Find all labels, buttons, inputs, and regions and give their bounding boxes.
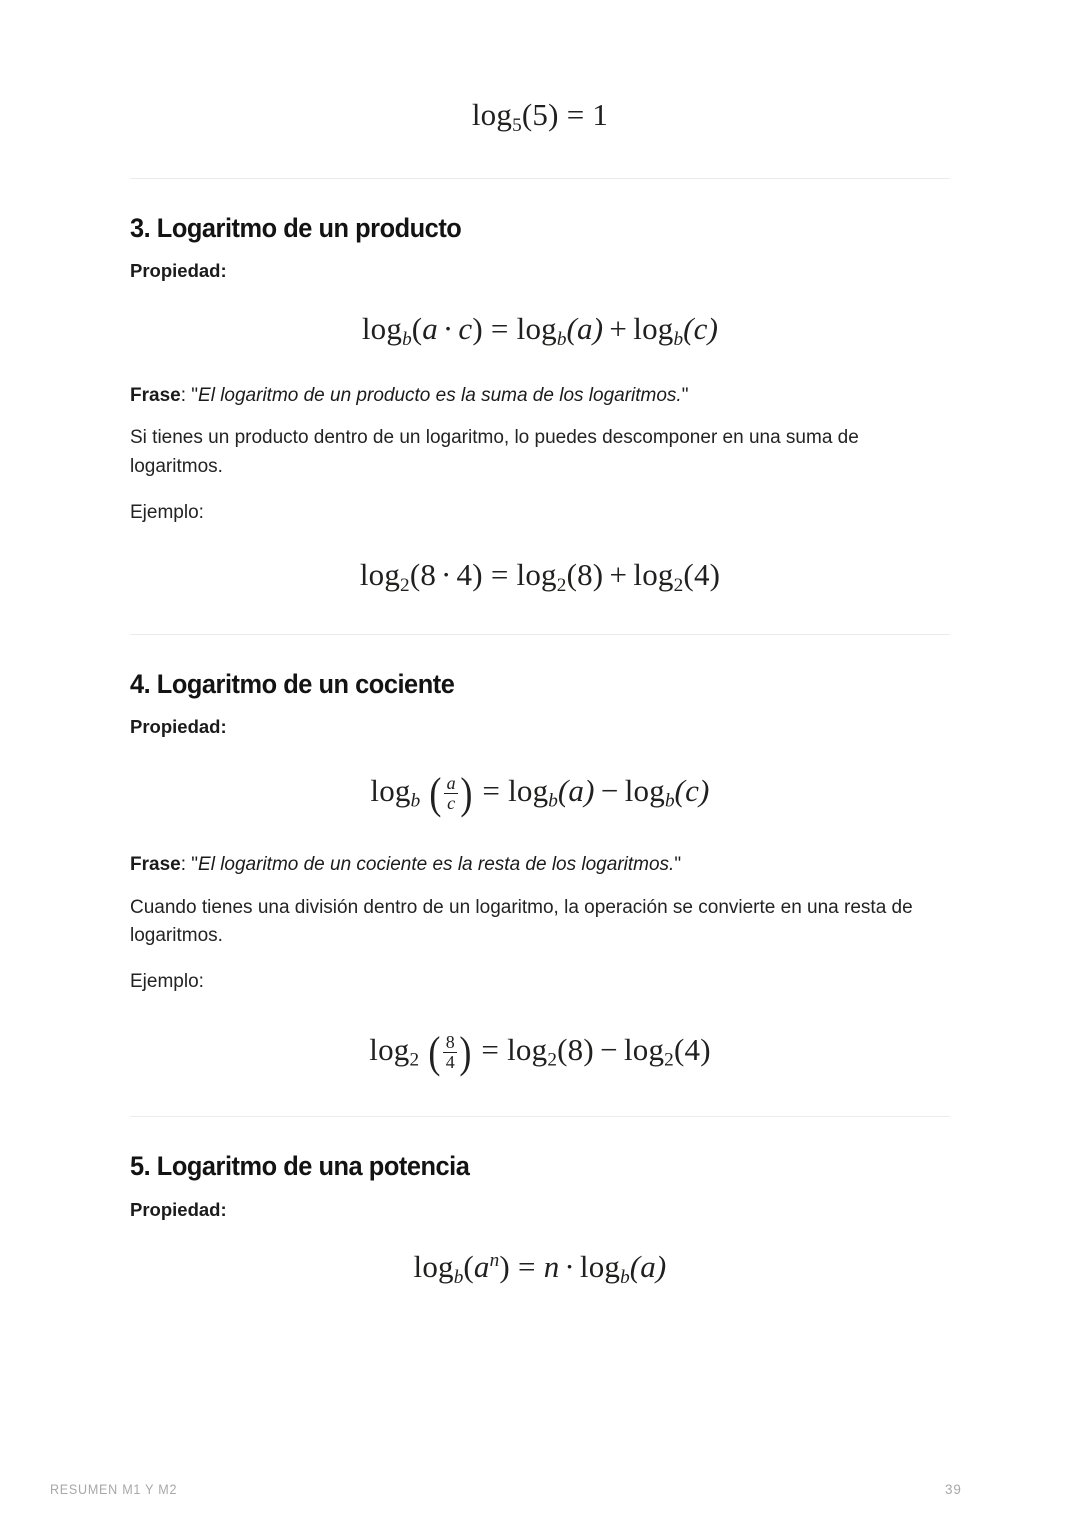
equals-token: =: [518, 1249, 536, 1285]
log-base: 2: [409, 1049, 420, 1071]
section-title-producto: 3. Logaritmo de un producto: [130, 212, 462, 243]
log-base: 2: [673, 574, 684, 596]
formula-producto-property: [130, 310, 950, 352]
paren-close: ): [460, 769, 473, 819]
ejemplo-label-producto: Ejemplo:: [130, 502, 204, 524]
log-token: log: [624, 773, 665, 808]
log-token: log: [507, 1032, 548, 1068]
page-content: [130, 0, 950, 1290]
operand-a: a: [422, 311, 438, 347]
fraction-a-over-c: [444, 774, 458, 813]
paren-close: ): [472, 556, 483, 592]
paren-open: (: [429, 769, 442, 819]
paren-open: (: [463, 1249, 474, 1285]
formula-argument-token: (5): [521, 97, 559, 132]
log-token: log: [579, 1249, 621, 1285]
log-argument: (a): [629, 1249, 667, 1285]
log-token: log: [633, 311, 674, 347]
operand-c: 4: [456, 556, 473, 592]
fraction-8-over-4: [443, 1033, 457, 1072]
operand-a: a: [473, 1249, 490, 1285]
formula-equals-token: =: [566, 97, 585, 132]
formula-producto-example: [130, 556, 950, 598]
log-token: log: [361, 311, 403, 347]
page-footer: [50, 1482, 961, 1497]
multiply-dot: ·: [564, 1249, 575, 1285]
log-argument: (a): [557, 773, 595, 808]
fraction-numerator: 8: [445, 1031, 455, 1052]
paren-close: ): [499, 1249, 510, 1285]
log-base: b: [620, 1267, 630, 1289]
paren-open: (: [411, 311, 423, 347]
log-argument: (8): [557, 1032, 594, 1068]
log-base: 2: [556, 574, 567, 596]
paren-open: (: [428, 1028, 441, 1078]
log-token: log: [369, 1032, 410, 1068]
exponent-n: n: [489, 1250, 500, 1272]
equals-token: =: [490, 311, 509, 347]
log-base: b: [556, 328, 567, 350]
log-token: log: [633, 556, 674, 592]
operand-c: c: [458, 311, 473, 347]
fraction-denominator: c: [444, 793, 458, 813]
log-base: 2: [664, 1049, 674, 1071]
log-base: 2: [400, 574, 410, 596]
log-argument: (c): [674, 773, 710, 808]
coefficient-n: n: [543, 1249, 560, 1285]
body-text-cociente: Cuando tienes una división dentro de un logaritmo, la operación se convierte en una resta de logaritmos.: [130, 896, 913, 947]
footer-document-title: RESUMEN M1 Y M2: [50, 1482, 178, 1497]
frase-line-producto: [130, 382, 950, 411]
log-argument: (c): [683, 311, 719, 347]
equals-token: =: [490, 556, 509, 592]
section-title-cociente: 4. Logaritmo de un cociente: [130, 668, 455, 699]
fraction-numerator: a: [446, 772, 456, 793]
log-token: log: [516, 556, 557, 592]
frase-text: El logaritmo de un cociente es la resta de los logaritmos.: [198, 854, 675, 876]
frase-open-quote: ": [191, 384, 199, 406]
fraction-denominator: 4: [443, 1052, 457, 1072]
log-base: b: [548, 790, 558, 812]
plus-token: +: [609, 556, 628, 592]
log-token: log: [508, 773, 549, 808]
propiedad-label-cociente: Propiedad:: [130, 716, 227, 738]
body-text-producto: Si tienes un producto dentro de un logaritmo, lo puedes descomponer en una suma de logaritmos.: [130, 427, 859, 478]
operand-a: 8: [420, 556, 437, 592]
formula-cociente-property: [130, 766, 950, 821]
log-base: b: [453, 1267, 464, 1289]
section-title-potencia: 5. Logaritmo de una potencia: [130, 1151, 470, 1182]
paren-open: (: [409, 556, 421, 592]
frase-label: Frase: [130, 854, 181, 876]
formula-potencia-property: [130, 1248, 950, 1290]
minus-token: −: [600, 773, 619, 808]
equals-token: =: [482, 773, 501, 808]
multiply-dot: ·: [442, 311, 454, 347]
log-argument: (8): [566, 556, 604, 592]
formula-base-token: 5: [512, 114, 522, 136]
frase-open-quote: ": [191, 854, 199, 876]
equals-token: =: [481, 1032, 500, 1068]
frase-line-cociente: [130, 851, 950, 880]
frase-colon: :: [180, 854, 192, 876]
formula-cociente-example: [130, 1025, 950, 1080]
log-token: log: [413, 1249, 454, 1285]
log-base: 2: [547, 1049, 558, 1071]
footer-page-number: 39: [945, 1482, 962, 1497]
propiedad-label-potencia: Propiedad:: [130, 1198, 227, 1220]
log-argument: (a): [566, 311, 604, 347]
log-token: log: [623, 1032, 665, 1068]
log-token: log: [359, 556, 401, 592]
frase-text: El logaritmo de un producto es la suma de los logaritmos.: [198, 384, 682, 406]
minus-token: −: [600, 1032, 618, 1068]
frase-label: Frase: [130, 384, 181, 406]
formula-log-token: log: [471, 97, 513, 132]
paren-close: ): [459, 1028, 472, 1078]
multiply-dot: ·: [441, 556, 452, 592]
frase-close-quote: ": [681, 384, 689, 406]
log-argument: (4): [683, 556, 721, 592]
log-argument: (4): [673, 1032, 711, 1068]
log-base: b: [410, 790, 421, 812]
log-token: log: [516, 311, 557, 347]
propiedad-label-producto: Propiedad:: [130, 260, 227, 282]
log-base: b: [664, 790, 675, 812]
log-base: b: [402, 328, 412, 350]
formula-log5-equals-1: [130, 96, 950, 138]
log-base: b: [673, 328, 684, 350]
plus-token: +: [609, 311, 628, 347]
formula-result-token: 1: [592, 97, 609, 132]
log-token: log: [370, 773, 411, 808]
ejemplo-label-cociente: Ejemplo:: [130, 971, 204, 993]
frase-close-quote: ": [674, 854, 682, 876]
frase-colon: :: [180, 384, 192, 406]
paren-close: ): [472, 311, 483, 347]
